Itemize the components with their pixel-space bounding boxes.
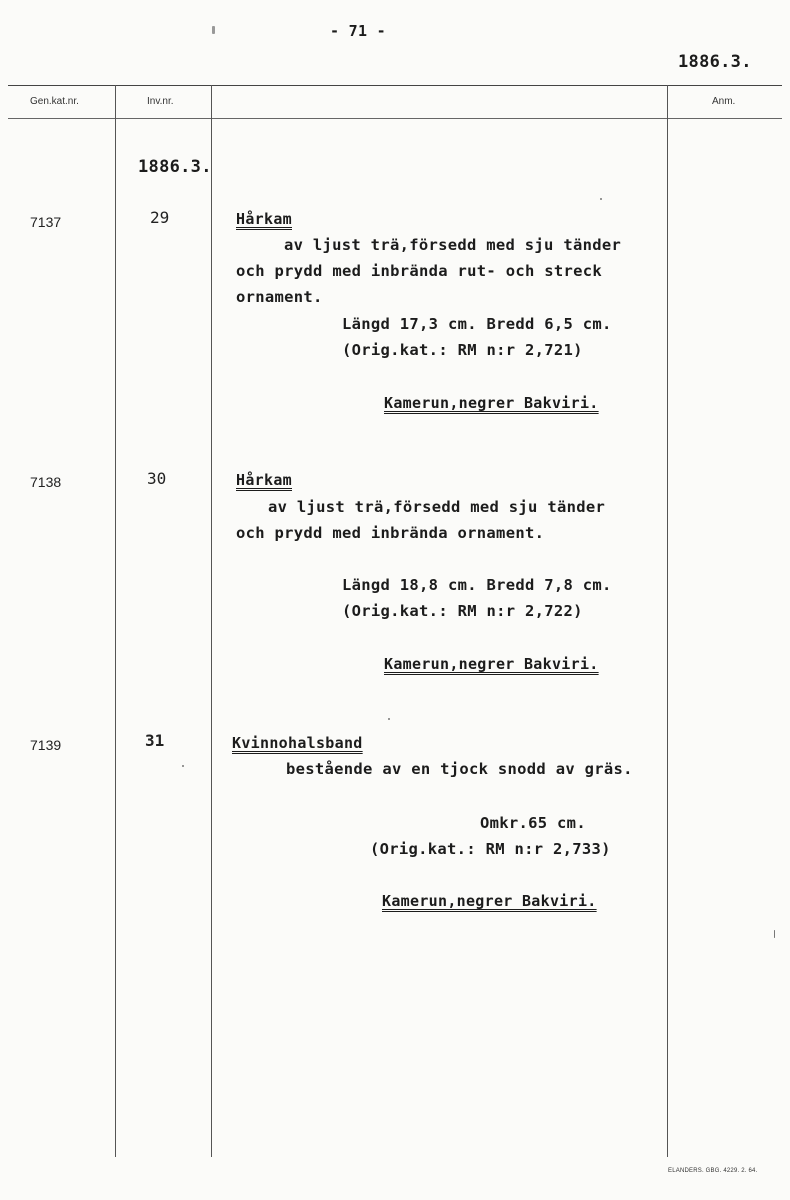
- column-divider-2: [211, 85, 212, 1157]
- entry-title: Hårkam: [236, 471, 292, 489]
- inv-nr: 31: [145, 731, 165, 750]
- entry-description-line: bestående av en tjock snodd av gräs.: [286, 760, 633, 778]
- entry-measurements: Längd 17,3 cm. Bredd 6,5 cm.: [342, 315, 612, 333]
- entry-original-catalog: (Orig.kat.: RM n:r 2,733): [370, 840, 611, 858]
- gen-kat-nr: 7137: [30, 214, 62, 230]
- column-header-anm: Anm.: [712, 96, 736, 107]
- column-divider-1: [115, 85, 116, 1157]
- scan-speck: [182, 765, 184, 767]
- entry-measurements: Längd 18,8 cm. Bredd 7,8 cm.: [342, 576, 612, 594]
- column-divider-3: [667, 85, 668, 1157]
- entry-origin: Kamerun,negrer Bakviri.: [382, 892, 597, 910]
- scan-speck: [388, 718, 390, 720]
- entry-original-catalog: (Orig.kat.: RM n:r 2,721): [342, 341, 583, 359]
- entry-original-catalog: (Orig.kat.: RM n:r 2,722): [342, 602, 583, 620]
- entry-measurements: Omkr.65 cm.: [480, 814, 586, 832]
- gen-kat-nr: 7139: [30, 737, 62, 753]
- section-year: 1886.3.: [138, 157, 212, 177]
- printer-mark: ELANDERS. GBG. 4229. 2. 64.: [668, 1168, 758, 1174]
- scan-speck: [774, 930, 775, 938]
- column-header-inv-nr: Inv.nr.: [147, 96, 174, 107]
- table-top-rule: [8, 85, 782, 86]
- entry-origin: Kamerun,negrer Bakviri.: [384, 655, 599, 673]
- entry-title: Kvinnohalsband: [232, 734, 363, 752]
- inv-nr: 30: [147, 469, 167, 488]
- column-header-gen-kat-nr: Gen.kat.nr.: [30, 96, 79, 107]
- entry-description-line: och prydd med inbrända ornament.: [236, 524, 545, 542]
- gen-kat-nr: 7138: [30, 474, 62, 490]
- entry-title: Hårkam: [236, 210, 292, 228]
- header-year: 1886.3.: [678, 52, 752, 72]
- entry-description-line: ornament.: [236, 288, 323, 306]
- page-number: - 71 -: [330, 22, 386, 40]
- entry-description-line: av ljust trä,försedd med sju tänder: [268, 498, 606, 516]
- entry-origin: Kamerun,negrer Bakviri.: [384, 394, 599, 412]
- entry-description-line: och prydd med inbrända rut- och streck: [236, 262, 603, 280]
- entry-description-line: av ljust trä,försedd med sju tänder: [284, 236, 622, 254]
- scan-speck: [600, 198, 602, 200]
- table-header-rule: [8, 118, 782, 119]
- inv-nr: 29: [150, 208, 170, 227]
- scan-mark: [212, 26, 215, 34]
